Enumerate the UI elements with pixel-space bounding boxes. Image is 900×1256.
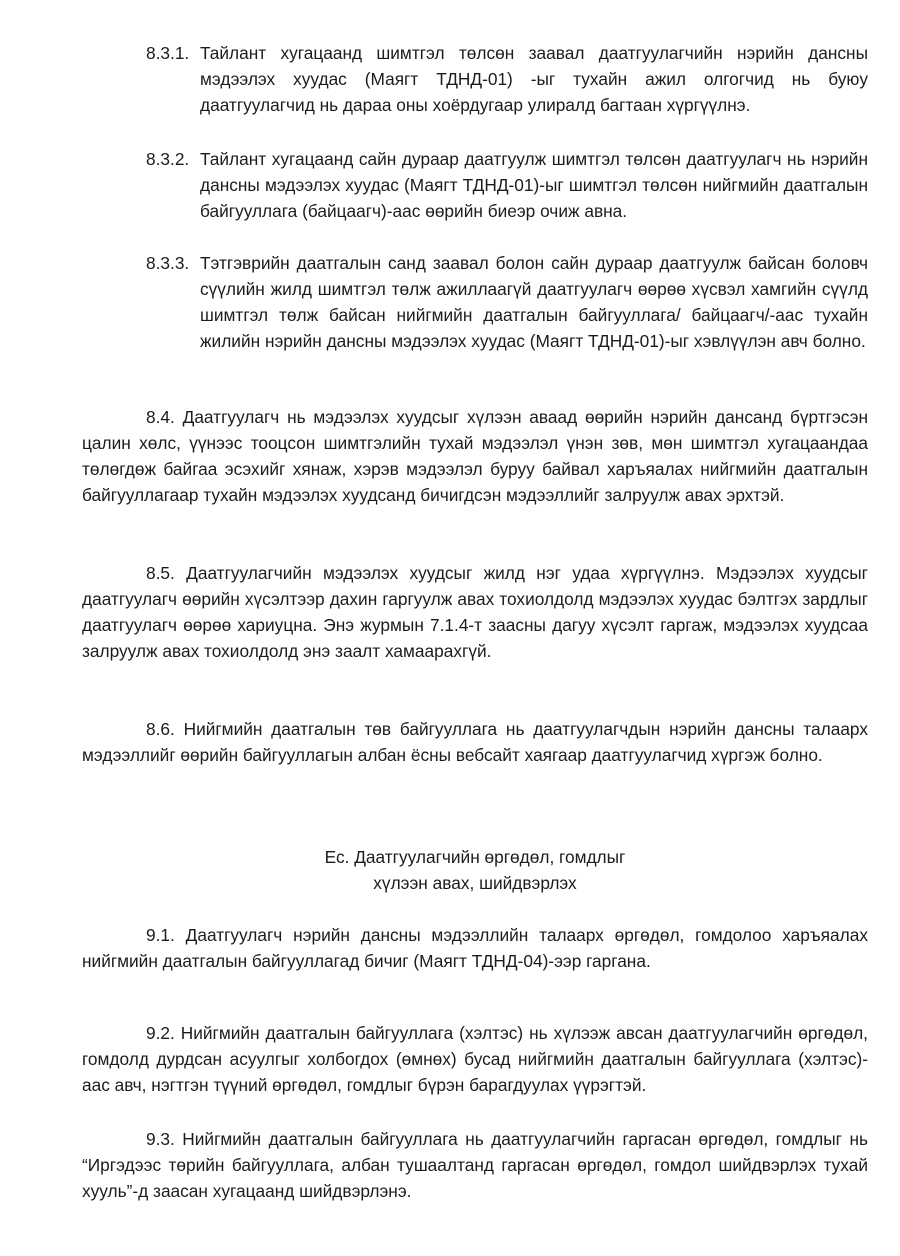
clause-number: 8.3.1. <box>146 43 190 63</box>
clause-text: Тайлант хугацаанд сайн дураар даатгуулж шимтгэл төлсөн даатгуулагч нь нэрийн дансны мэдээлэх хуудас (Маягт ТДНД-01)-ыг шимтгэл төлсөн нийгмийн даатгалын байгууллага (байцаагч)-аас өөрийн биеэр очиж авна. <box>200 149 868 221</box>
clause-text: Тайлант хугацаанд шимтгэл төлсөн заавал даатгуулагчийн нэрийн дансны мэдээлэх хуудас (Маягт ТДНД-01) -ыг тухайн ажил олгогчид нь буюу даатгуулагчид нь дараа оны хоёрдугаар улиралд багтаан хүргүүлнэ. <box>200 43 868 115</box>
section-heading-line-1: Ес. Даатгуулагчийн өргөдөл, гомдлыг <box>324 847 626 867</box>
clause-number: 8.3.2. <box>146 149 190 169</box>
section-heading-line-2: хүлээн авах, шийдвэрлэх <box>373 873 577 893</box>
paragraph-8-6: 8.6. Нийгмийн даатгалын төв байгууллага нь даатгуулагчдын нэрийн дансны талаарх мэдээллийг өөрийн байгууллагын албан ёсны вебсайт хаягаар даатгуулагчид хүргэж болно. <box>82 719 868 765</box>
clause-8-3-1 <box>146 40 868 118</box>
paragraph-8-4: 8.4. Даатгуулагч нь мэдээлэх хуудсыг хүлээн аваад өөрийн нэрийн дансанд бүртгэсэн цалин хөлс, үүнээс тооцсон шимтгэлийн тухай мэдээлэл үнэн зөв, мөн шимтгэл хугацаандаа төлөгдөж байгаа эсэхийг хянаж, хэрэв мэдээлэл буруу байвал харъяалах нийгмийн даатгалын байгууллагаар тухайн мэдээлэх хуудсанд бичигдсэн мэдээллийг залруулж авах эрхтэй. <box>82 407 868 505</box>
paragraph-8-5: 8.5. Даатгуулагчийн мэдээлэх хуудсыг жилд нэг удаа хүргүүлнэ. Мэдээлэх хуудсыг даатгуулагч өөрийн хүсэлтээр дахин гаргуулж авах тохиолдолд мэдээлэх хуудас бэлтгэх зардлыг даатгуулагч өөрөө хариуцна. Энэ журмын 7.1.4-т заасны дагуу хүсэлт гаргаж, мэдээлэх хуудсаа залруулж авах тохиолдолд энэ заалт хамаарахгүй. <box>82 563 868 661</box>
paragraph-9-1: 9.1. Даатгуулагч нэрийн дансны мэдээллийн талаарх өргөдөл, гомдолоо харъяалах нийгмийн даатгалын байгууллагад бичиг (Маягт ТДНД-04)-ээр гаргана. <box>82 925 868 971</box>
paragraph-9-3: 9.3. Нийгмийн даатгалын байгууллага нь даатгуулагчийн гаргасан өргөдөл, гомдлыг нь “Иргэдээс төрийн байгууллага, албан тушаалтанд гаргасан өргөдөл, гомдол шийдвэрлэх тухай хууль”-д заасан хугацаанд шийдвэрлэнэ. <box>82 1129 868 1201</box>
clause-text: Тэтгэврийн даатгалын санд заавал болон сайн дураар даатгуулж байсан боловч сүүлийн жилд шимтгэл төлж ажиллаагүй даатгуулагч өөрөө хүсвэл хамгийн сүүлд шимтгэл төлж байсан нийгмийн даатгалын байгууллага/ байцаагч/-аас тухайн жилийн нэрийн дансны мэдээлэх хуудас (Маягт ТДНД-01)-ыг хэвлүүлэн авч болно. <box>200 253 868 351</box>
clause-number: 8.3.3. <box>146 253 190 273</box>
clause-8-3-2 <box>146 146 868 224</box>
clause-8-3-3 <box>146 250 868 354</box>
paragraph-9-2: 9.2. Нийгмийн даатгалын байгууллага (хэлтэс) нь хүлээж авсан даатгуулагчийн өргөдөл, гомдолд дурдсан асуулгыг холбогдох (өмнөх) бусад нийгмийн даатгалын байгууллага (хэлтэс)-аас авч, нэгтгэн түүний өргөдөл, гомдлыг бүрэн барагдуулах үүрэгтэй. <box>82 1023 868 1095</box>
